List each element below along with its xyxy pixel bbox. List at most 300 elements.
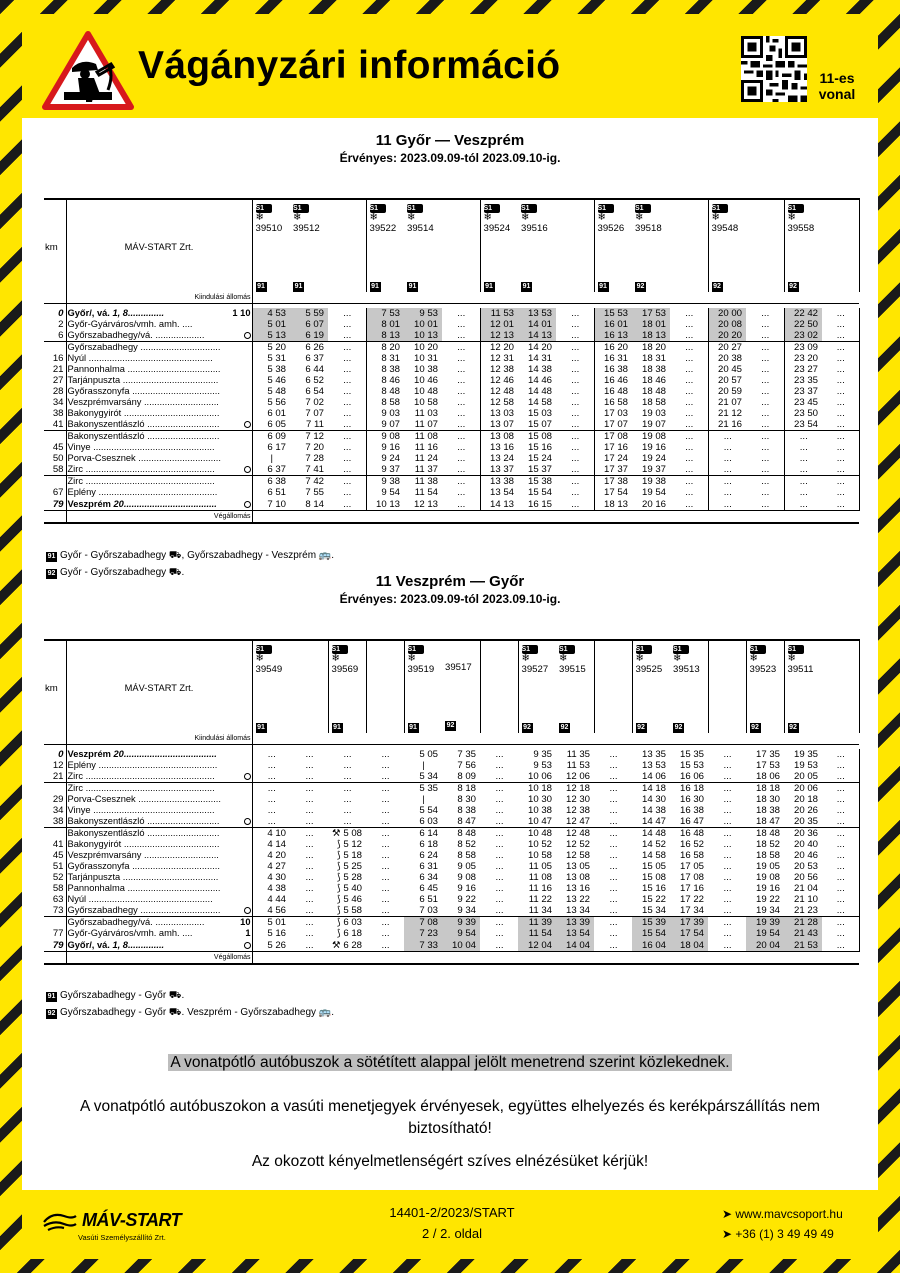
time-cell: 20 05 (793, 770, 818, 782)
time-cell: 17 03 (603, 408, 628, 420)
time-cell: 9 08 (366, 431, 404, 443)
s1-service-icon: S1 (598, 204, 614, 213)
time-cell: 8 13 (366, 330, 404, 342)
time-cell: 15 35 (679, 748, 704, 760)
time-cell: 10 20 (404, 341, 442, 353)
time-cell: ... (670, 476, 708, 488)
time-cell: 16 52 (679, 838, 704, 850)
time-cell: ... (267, 748, 276, 760)
time-cell: ... (609, 770, 618, 782)
time-cell: ... (670, 386, 708, 397)
time-cell: ... (723, 939, 732, 951)
station-row (44, 364, 859, 375)
footnote-text: Győr - Győrszabadhegy ⛟, Győrszabadhegy - Veszprém 🚌. (60, 550, 335, 561)
time-cell: 20 26 (793, 804, 818, 816)
time-cell: | (422, 793, 425, 805)
time-cell: 11 35 (566, 748, 590, 760)
empty-cell (328, 510, 366, 523)
km-value (44, 431, 66, 443)
station-name: Veszprémvarsány ............................. (66, 850, 252, 861)
time-cell: 21 23 (793, 905, 818, 917)
station-name: Zirc .................................................. (66, 771, 252, 783)
station-row (44, 839, 859, 850)
time-cell: 6 38 (252, 476, 290, 488)
time-cell: ... (328, 341, 366, 353)
train-number: 39569 (331, 664, 359, 675)
time-cell: 10 58 (413, 397, 438, 409)
time-cell: ... (328, 464, 366, 476)
time-cell: 18 30 (755, 793, 780, 805)
time-cell: ... (343, 759, 352, 771)
phone-number[interactable]: +36 (1) 3 49 49 49 (735, 1227, 834, 1241)
time-cell: ... (328, 782, 366, 794)
station-row (44, 353, 859, 364)
time-cell: 15 22 (641, 894, 666, 906)
snowflake-icon: ❄ (559, 653, 568, 664)
time-cell: ... (442, 464, 480, 476)
time-cell: 15 53 (679, 759, 704, 771)
snowflake-icon: ❄ (521, 653, 530, 664)
snowflake-icon: ❄ (787, 653, 796, 664)
time-cell: 12 48 (556, 827, 594, 839)
station-row (44, 419, 859, 431)
station-row (44, 861, 859, 872)
empty-cell (480, 951, 518, 964)
footnote: 91 Győr - Győrszabadhegy ⛟, Győrszabadhegy - Veszprém 🚌. (47, 550, 335, 561)
time-cell: 17 16 (679, 883, 704, 895)
time-cell: ... (381, 861, 390, 873)
time-cell: 11 54 (414, 487, 438, 499)
empty-cell (366, 733, 404, 745)
time-cell: 20 38 (717, 352, 742, 364)
time-cell: 17 08 (679, 872, 704, 884)
station-row (44, 805, 859, 816)
time-cell: 14 01 (518, 319, 556, 330)
time-cell: 10 13 (375, 498, 400, 510)
time-cell: 14 38 (641, 804, 666, 816)
empty-cell (708, 510, 746, 523)
train-number: 39515 (559, 664, 586, 675)
time-cell: ... (305, 894, 314, 906)
km-value: 79 (44, 499, 66, 511)
time-cell: 15 53 (594, 308, 632, 319)
time-cell: ... (822, 827, 859, 839)
time-cell: 19 54 (746, 928, 784, 939)
time-cell: ... (305, 905, 314, 917)
time-cell: ... (328, 319, 366, 330)
time-cell: ... (366, 782, 404, 794)
time-cell: ... (267, 815, 276, 827)
empty-cell (480, 292, 518, 304)
time-cell: ... (723, 850, 732, 862)
line-badge-word: vonal (818, 86, 856, 102)
time-cell: ... (822, 749, 859, 760)
station-name: Veszprém 20.................................... (66, 749, 252, 760)
empty-cell (252, 510, 290, 523)
footnote-ref: 91 (408, 283, 417, 290)
station-name: Győr/, vá. 1, 8.............. 1 10 (67, 307, 251, 318)
time-cell: 13 16 (565, 883, 590, 895)
time-cell: 7 28 (305, 453, 324, 465)
time-cell: ... (442, 386, 480, 397)
time-cell: 4 56 (267, 905, 286, 917)
empty-cell (556, 733, 594, 745)
time-cell: ... (252, 782, 290, 794)
time-cell: ... (822, 397, 859, 408)
station-name: Bakonygyirót ..................................... (66, 408, 252, 419)
page-number: 2 / 2. oldal (422, 1226, 482, 1241)
time-cell: 15 07 (527, 419, 552, 431)
empty-cell (442, 733, 480, 745)
station-name: Győr/, vá. 1, 8.............. (66, 940, 252, 952)
km-value: 6 (44, 330, 66, 342)
station-name: Bakonyszentlászló ............................ (66, 431, 252, 443)
time-cell: 11 37 (414, 464, 438, 476)
train-header (442, 199, 480, 292)
empty-cell (290, 951, 328, 964)
empty-cell (442, 292, 480, 304)
time-cell: 10 46 (413, 374, 438, 386)
time-cell: ... (609, 928, 618, 940)
train-header (594, 640, 632, 733)
website-link[interactable]: www.mavcsoport.hu (735, 1207, 843, 1221)
time-cell: ... (746, 442, 784, 453)
time-cell: ... (723, 838, 732, 850)
time-cell: 14 58 (641, 850, 666, 862)
station-row (44, 319, 859, 330)
time-cell: 10 38 (413, 363, 438, 375)
time-cell: 7 08 (404, 917, 442, 929)
time-cell: ... (746, 397, 784, 408)
train-header (594, 199, 632, 292)
time-cell: 20 27 (708, 341, 746, 353)
time-cell: ... (381, 883, 390, 895)
time-cell: 12 46 (489, 374, 514, 386)
km-value (44, 476, 66, 488)
empty-cell (746, 951, 784, 964)
km-value: 28 (44, 386, 66, 397)
time-cell: ... (670, 487, 708, 498)
time-cell: 11 39 (518, 917, 556, 929)
time-cell: ... (442, 431, 480, 443)
empty-cell (404, 292, 442, 304)
empty-cell (784, 951, 822, 964)
arrow-icon: ➤ (722, 1207, 736, 1221)
time-cell: ... (328, 397, 366, 408)
empty-cell (252, 292, 290, 304)
time-cell: 15 03 (527, 408, 552, 420)
s1-service-icon: S1 (673, 645, 689, 654)
time-cell: 19 53 (793, 759, 818, 771)
time-cell: ... (495, 748, 504, 760)
time-cell: 17 35 (755, 748, 780, 760)
time-cell: 19 16 (755, 883, 780, 895)
time-cell: ... (822, 850, 859, 861)
ring-icon (244, 942, 251, 949)
time-cell: ... (822, 386, 859, 397)
time-cell: 12 38 (565, 804, 590, 816)
station-name: Nyúl ................................................ (66, 894, 252, 905)
time-cell: 13 07 (489, 419, 514, 431)
timetable-2 (44, 639, 860, 965)
time-cell: ... (328, 408, 366, 419)
time-cell: 21 28 (784, 917, 822, 929)
empty-cell (784, 292, 822, 304)
km-value: 38 (44, 816, 66, 828)
time-cell: ... (495, 815, 504, 827)
time-cell: 17 34 (679, 905, 704, 917)
time-cell: 5 34 (419, 770, 438, 782)
time-cell: 14 18 (632, 782, 670, 794)
time-cell: ... (267, 804, 276, 816)
time-cell: 19 05 (755, 861, 780, 873)
time-cell: ... (746, 476, 784, 488)
time-cell: ... (822, 816, 859, 828)
train-header (708, 640, 746, 733)
time-cell: 17 53 (755, 759, 780, 771)
time-cell: 18 58 (641, 397, 666, 409)
time-cell: ... (746, 419, 784, 431)
km-value: 58 (44, 883, 66, 894)
time-cell: ... (381, 838, 390, 850)
time-cell: 4 38 (267, 883, 286, 895)
footnote-ref: 91 (522, 283, 531, 290)
empty-cell (366, 510, 404, 523)
station-name: Nyúl ................................................ (66, 353, 252, 364)
time-cell: 23 27 (793, 363, 818, 375)
km-cell (44, 733, 66, 745)
time-cell: 13 53 (518, 308, 556, 319)
train-header (670, 199, 708, 292)
start-label-row (44, 733, 859, 745)
time-cell: ... (670, 464, 708, 476)
time-cell: ... (305, 928, 314, 940)
time-cell: 4 20 (267, 850, 286, 862)
time-cell: 16 01 (594, 319, 632, 330)
time-cell: 17 05 (679, 861, 704, 873)
time-cell: 13 22 (565, 894, 590, 906)
empty-cell (290, 292, 328, 304)
train-header (632, 199, 670, 292)
time-cell: | (270, 453, 273, 465)
train-number: 39516 (521, 223, 548, 234)
time-cell: 9 34 (457, 905, 476, 917)
time-cell: ... (746, 330, 784, 342)
snowflake-icon: ❄ (255, 653, 264, 664)
time-cell: ... (746, 487, 784, 498)
train-header (404, 640, 442, 733)
time-cell: ... (556, 386, 594, 397)
snowflake-icon: ❄ (407, 212, 416, 223)
time-cell: ... (746, 499, 784, 511)
train-header (366, 199, 404, 292)
km-value: 41 (44, 839, 66, 850)
ring-icon (244, 501, 251, 508)
empty-cell (556, 292, 594, 304)
footnote-ref: 91 (599, 283, 607, 290)
empty-cell (746, 510, 784, 523)
time-cell: 14 38 (527, 363, 552, 375)
station-name: Győr-Gyárváros/vmh. amh. .... 1 (67, 928, 251, 939)
station-name: Veszprém 20.................................... (66, 499, 252, 511)
train-header (404, 199, 442, 292)
time-cell: ... (366, 917, 404, 929)
train-number: 39524 (483, 223, 511, 234)
time-cell: 17 38 (594, 476, 632, 488)
time-cell: 17 54 (670, 928, 708, 939)
train-header (328, 640, 366, 733)
station-name: Porva-Csesznek ................................ (66, 453, 252, 464)
station-row (44, 453, 859, 464)
time-cell: 20 20 (708, 330, 746, 342)
time-cell: 9 54 (442, 928, 480, 939)
time-cell: 16 04 (632, 940, 670, 952)
time-cell: ... (609, 759, 618, 771)
time-cell: ... (495, 894, 504, 906)
time-cell: ... (328, 330, 366, 342)
train-header (556, 640, 594, 733)
document-reference (352, 1202, 552, 1244)
time-cell: 5 13 (252, 330, 290, 342)
time-cell: 20 06 (784, 782, 822, 794)
station-row (44, 794, 859, 805)
km-value: 77 (44, 928, 66, 939)
time-cell: ... (381, 793, 390, 805)
km-value: 16 (44, 353, 66, 364)
time-cell: ... (556, 408, 594, 419)
time-cell: ... (723, 770, 732, 782)
train-number: 39511 (787, 664, 814, 675)
station-row (44, 487, 859, 498)
station-row (44, 827, 859, 839)
time-cell: 23 54 (793, 419, 818, 431)
time-cell: 13 24 (489, 453, 514, 465)
time-cell: 17 39 (670, 917, 708, 929)
time-cell: ... (670, 442, 708, 453)
time-cell: 14 30 (641, 793, 666, 805)
time-cell: ... (495, 939, 504, 951)
time-cell: ... (746, 386, 784, 397)
time-cell: ... (343, 793, 352, 805)
km-value: 0 (44, 749, 66, 760)
station-name: Győrasszonyfa .................................. (66, 861, 252, 872)
time-cell: 17 22 (679, 894, 704, 906)
empty-cell (518, 292, 556, 304)
time-cell: ... (442, 375, 480, 386)
snowflake-icon: ❄ (635, 653, 644, 664)
station-name: Pannonhalma .................................... (66, 883, 252, 894)
train-header (366, 640, 404, 733)
time-cell: 15 16 (527, 442, 552, 454)
time-cell: 10 52 (527, 838, 552, 850)
empty-cell (822, 510, 859, 523)
time-cell: 7 10 (267, 498, 286, 510)
time-cell: 7 03 (419, 905, 438, 917)
km-value: 79 (44, 940, 66, 952)
qr-code-icon[interactable] (741, 36, 807, 102)
time-cell: 10 48 (518, 827, 556, 839)
time-cell: ⟆ 6 18 (336, 928, 362, 940)
time-cell: ⟆ 6 03 (328, 917, 366, 929)
time-cell: 7 41 (305, 464, 324, 476)
time-cell: ... (822, 771, 859, 783)
time-cell: 20 08 (708, 319, 746, 330)
time-cell: ... (708, 917, 746, 929)
mav-start-logo (42, 1206, 202, 1246)
time-cell: ... (442, 308, 480, 319)
time-cell: 12 30 (565, 793, 590, 805)
time-cell: 23 20 (793, 352, 818, 364)
time-cell: 21 53 (784, 940, 822, 952)
time-cell: ... (290, 917, 328, 929)
time-cell: ... (822, 319, 859, 330)
document-number: 14401-2/2023/START (389, 1205, 515, 1220)
time-cell: 9 24 (381, 453, 400, 465)
time-cell: 21 16 (717, 419, 742, 431)
time-cell: ... (556, 453, 594, 464)
time-cell: ... (670, 453, 708, 464)
time-cell: 8 09 (457, 770, 476, 782)
train-number: 39527 (521, 664, 549, 675)
time-cell: 5 01 (252, 319, 290, 330)
train-header (328, 199, 366, 292)
time-cell: 15 34 (641, 905, 666, 917)
time-cell: ... (723, 759, 732, 771)
footnote-ref: 92 (789, 283, 797, 290)
station-name: Eplény .............................................. (66, 760, 252, 771)
station-row (44, 386, 859, 397)
time-cell: ... (495, 872, 504, 884)
time-cell: 10 04 (442, 940, 480, 952)
time-cell: ... (723, 905, 732, 917)
time-cell: ... (495, 905, 504, 917)
station-name: Győr-Gyárváros/vmh. amh. .... (66, 319, 252, 330)
km-value (44, 917, 66, 929)
time-cell: 16 46 (603, 374, 628, 386)
empty-cell (518, 510, 556, 523)
time-cell: 9 08 (457, 872, 476, 884)
time-cell: ... (708, 431, 746, 443)
time-cell: ... (670, 419, 708, 431)
km-cell (44, 292, 66, 304)
time-cell: 9 16 (381, 442, 400, 454)
time-cell: ⟆ 5 28 (336, 872, 362, 884)
time-cell: ... (556, 487, 594, 498)
time-cell: 11 53 (566, 759, 590, 771)
time-cell: 6 07 (290, 319, 328, 330)
time-cell: ... (822, 353, 859, 364)
time-cell: 14 47 (641, 815, 666, 827)
time-cell: ... (746, 364, 784, 375)
station-name: Bakonyszentlászló ............................ (66, 827, 252, 839)
time-cell: 11 24 (414, 453, 438, 465)
time-cell: ... (594, 782, 632, 794)
time-cell: 4 53 (252, 308, 290, 319)
time-cell: ... (442, 442, 480, 453)
time-cell: ... (442, 476, 480, 488)
time-cell: 21 07 (717, 397, 742, 409)
empty-cell (594, 733, 632, 745)
km-value: 52 (44, 872, 66, 883)
time-cell: ... (822, 364, 859, 375)
time-cell: 20 59 (717, 386, 742, 398)
time-cell: 9 53 (404, 308, 442, 319)
time-cell: 9 05 (457, 861, 476, 873)
time-cell: ... (822, 431, 859, 443)
station-name: Zirc .................................................. (66, 782, 252, 794)
time-cell: ... (746, 431, 784, 443)
time-cell: ... (822, 940, 859, 952)
